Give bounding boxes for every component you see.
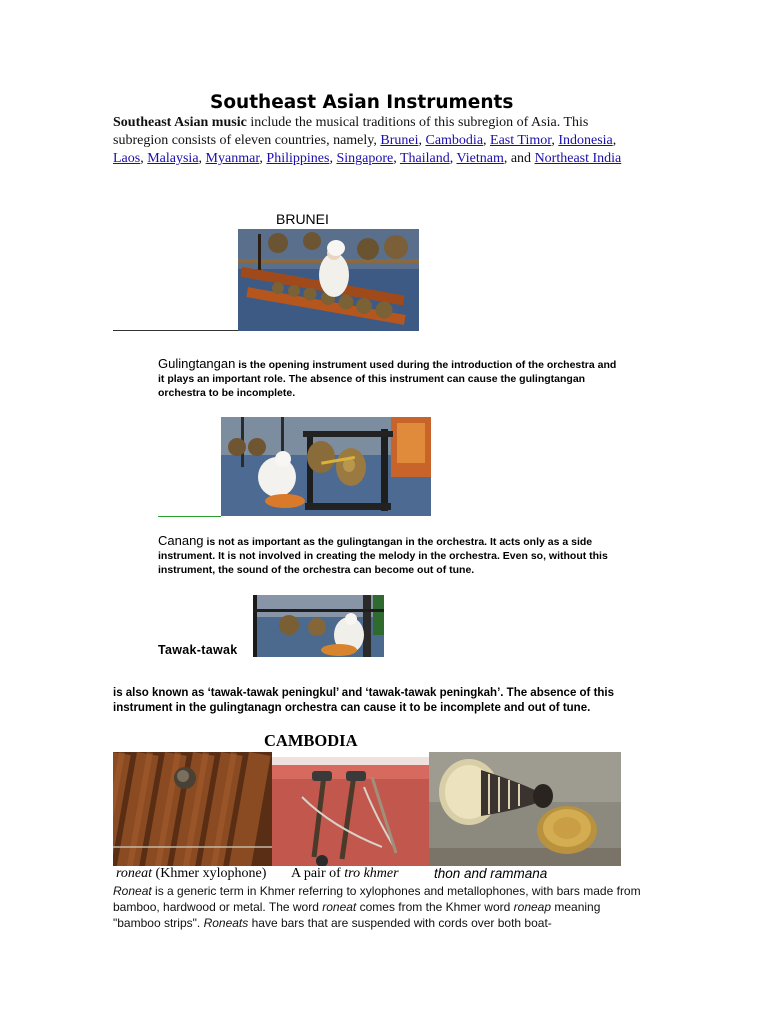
- tawak-description: is also known as ‘tawak-tawak peningkul’ and ‘tawak-tawak peningkah’. The absence of this instrument in the gulingtanagn orchestra can cause it to be incomplete and out of tune.: [113, 687, 615, 714]
- tro-khmer-photo: [272, 757, 429, 866]
- link-singapore[interactable]: Singapore: [336, 151, 394, 166]
- roneat-text-2: comes from the Khmer word: [356, 900, 514, 914]
- intro-lead-text: include the musical traditions of this subregion of Asia. This subregion consists of eleven countries, namely,: [113, 115, 589, 148]
- intro-paragraph: Southeast Asian music include the musical traditions of this subregion of Asia. This subregion consists of eleven countries, namely, Brunei, Cambodia, East Timor, Indonesia, Laos, Malaysia, Myanmar, Philippines, Singapore, Thailand, Vietnam, and Northeast India: [113, 115, 622, 166]
- canang-text: is not as important as the gulingtangan in the orchestra. It acts only as a side instrument. It is not involved in creating the melody in the orchestra. Even so, without this instrument, the sound of the orchestra can become out of tune.: [158, 536, 608, 576]
- caption-tro-prefix: A pair of: [291, 866, 345, 881]
- roneat-paragraph: [113, 883, 648, 931]
- roneat-term-4: Roneats: [203, 916, 249, 930]
- link-indonesia[interactable]: Indonesia: [558, 133, 613, 148]
- cambodia-heading: CAMBODIA: [264, 731, 358, 750]
- tawak-term: Tawak-tawak: [158, 643, 238, 657]
- tawak-photo: [253, 595, 384, 657]
- canang-description: [158, 534, 623, 577]
- roneat-term-1: Roneat: [113, 884, 152, 898]
- gulingtangan-description: [158, 357, 618, 400]
- link-northeast-india[interactable]: Northeast India: [534, 151, 622, 166]
- gulingtangan-text: is the opening instrument used during the introduction of the orchestra and it plays an important role. The absence of this instrument can cause the gulingtangan orchestra to be incomplete.: [158, 359, 617, 399]
- intro-and-word: and: [510, 151, 532, 166]
- caption-roneat-rest: (Khmer xylophone): [152, 866, 267, 881]
- roneat-photo: [113, 752, 272, 866]
- gulingtangan-photo: [238, 229, 419, 331]
- roneat-term-2: roneat: [322, 900, 357, 914]
- caption-thon: thon and rammana: [434, 866, 548, 881]
- roneat-text-3: meaning "bamboo strips".: [113, 900, 601, 930]
- intro-lead-bold: Southeast Asian music: [113, 115, 247, 130]
- roneat-text-1: is a generic term in Khmer referring to xylophones and metallophones, with bars made from bamboo, hardwood or metal. The word: [113, 884, 641, 914]
- caption-roneat-italic: roneat: [116, 866, 153, 881]
- link-cambodia[interactable]: Cambodia: [425, 133, 484, 148]
- link-malaysia[interactable]: Malaysia: [147, 151, 199, 166]
- canang-term: Canang: [158, 533, 204, 548]
- link-myanmar[interactable]: Myanmar: [205, 151, 260, 166]
- page-title: Southeast Asian Instruments: [210, 92, 514, 113]
- divider-line-green: [158, 516, 221, 517]
- brunei-heading: BRUNEI: [276, 211, 329, 227]
- link-brunei[interactable]: Brunei: [380, 133, 419, 148]
- link-thailand[interactable]: Thailand: [399, 151, 450, 166]
- link-east-timor[interactable]: East Timor: [490, 133, 552, 148]
- link-vietnam[interactable]: Vietnam: [456, 151, 504, 166]
- link-laos[interactable]: Laos: [113, 151, 141, 166]
- divider-line: [113, 330, 238, 331]
- roneat-text-4: have bars that are suspended with cords over both boat-: [248, 916, 552, 930]
- caption-tro-italic: tro khmer: [344, 866, 399, 881]
- roneat-term-3: roneap: [513, 900, 552, 914]
- link-philippines[interactable]: Philippines: [266, 151, 330, 166]
- canang-photo: [221, 417, 431, 516]
- thon-rammana-photo: [429, 752, 621, 866]
- gulingtangan-term: Gulingtangan: [158, 356, 236, 371]
